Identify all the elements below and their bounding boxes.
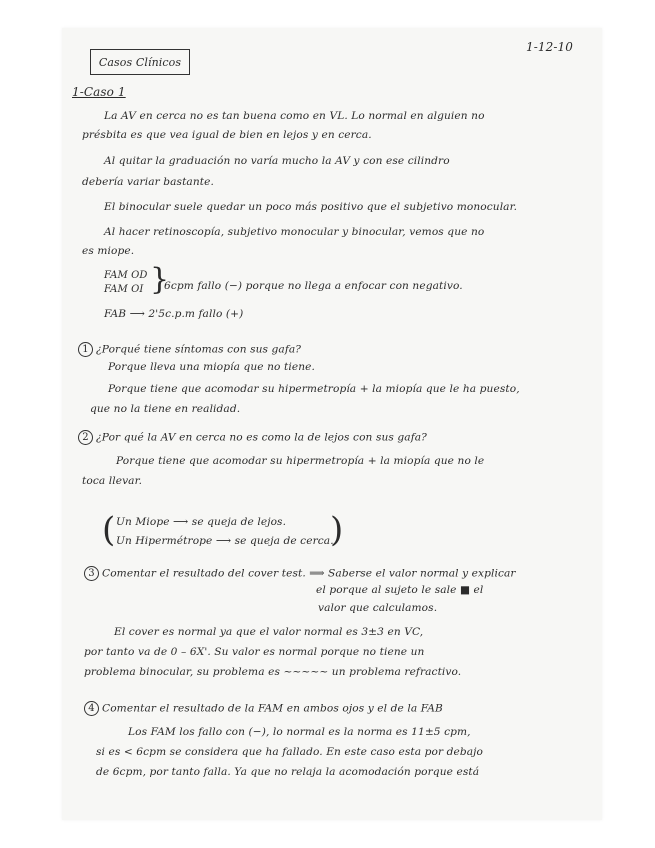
question-text: Comentar el resultado del cover test. ⟹ Saberse el valor normal y explicar (102, 567, 516, 580)
answer-line: de 6cpm, por tanto falla. Ya que no relaja la acomodación porque está (96, 766, 480, 778)
answer-line: Porque tiene que acomodar su hipermetropía + la miopía que no le (116, 455, 485, 467)
section-title-box: Casos Clínicos (90, 49, 190, 75)
paragraph-line: Al quitar la graduación no varía mucho la AV y con ese cilindro (104, 155, 450, 167)
question-2 (78, 430, 427, 445)
question-text: Comentar el resultado de la FAM en ambos ojos y el de la FAB (102, 702, 443, 715)
paragraph-line: es miope. (82, 245, 135, 257)
number-circle-icon: 2 (78, 430, 93, 445)
number-circle-icon: 4 (84, 701, 99, 716)
paragraph-line: présbita es que vea igual de bien en lejos y en cerca. (82, 129, 372, 141)
question-text-cont: el porque al sujeto le sale ■ el (316, 584, 484, 596)
paragraph-line: El binocular suele quedar un poco más positivo que el subjetivo monocular. (104, 201, 518, 213)
fam-oi-label: FAM OI (104, 284, 144, 295)
case-heading: 1-Caso 1 (72, 85, 126, 99)
paragraph-line: Al hacer retinoscopía, subjetivo monocular y binocular, vemos que no (104, 226, 485, 238)
open-paren-icon: ( (102, 510, 116, 550)
question-3 (84, 566, 516, 581)
answer-line: toca llevar. (82, 475, 143, 487)
answer-line: si es < 6cpm se considera que ha fallado. En este caso esta por debajo (96, 746, 483, 758)
answer-line: problema binocular, su problema es ~~~~~ un problema refractivo. (84, 666, 462, 678)
question-text: ¿Por qué la AV en cerca no es como la de lejos con sus gafa? (96, 431, 427, 444)
fam-od-label: FAM OD (104, 270, 148, 281)
answer-line: que no la tiene en realidad. (90, 403, 241, 415)
paragraph-line: La AV en cerca no es tan buena como en VL. Lo normal en alguien no (104, 110, 485, 122)
fam-result: 6cpm fallo (−) porque no llega a enfocar con negativo. (164, 280, 463, 292)
answer-line: Porque tiene que acomodar su hipermetropía + la miopía que le ha puesto, (108, 383, 520, 395)
paragraph-line: debería variar bastante. (82, 176, 214, 188)
question-1 (78, 342, 301, 357)
fab-result: FAB ⟶ 2'5c.p.m fallo (+) (104, 308, 244, 320)
number-circle-icon: 3 (84, 566, 99, 581)
date: 1-12-10 (526, 40, 573, 54)
question-4 (84, 701, 443, 716)
number-circle-icon: 1 (78, 342, 93, 357)
answer-line: El cover es normal ya que el valor normal es 3±3 en VC, (114, 626, 424, 638)
brace-icon: } (150, 262, 170, 297)
question-text-cont: valor que calculamos. (318, 602, 438, 614)
close-paren-icon: ) (330, 510, 344, 550)
answer-line: Los FAM los fallo con (−), lo normal es la norma es 11±5 cpm, (128, 726, 471, 738)
answer-line: Porque lleva una miopía que no tiene. (108, 361, 315, 373)
note-line: Un Hipermétrope ⟶ se queja de cerca. (116, 535, 334, 547)
question-text: ¿Porqué tiene síntomas con sus gafa? (96, 343, 302, 356)
answer-line: por tanto va de 0 – 6X'. Su valor es normal porque no tiene un (84, 646, 425, 658)
note-line: Un Miope ⟶ se queja de lejos. (116, 516, 287, 528)
